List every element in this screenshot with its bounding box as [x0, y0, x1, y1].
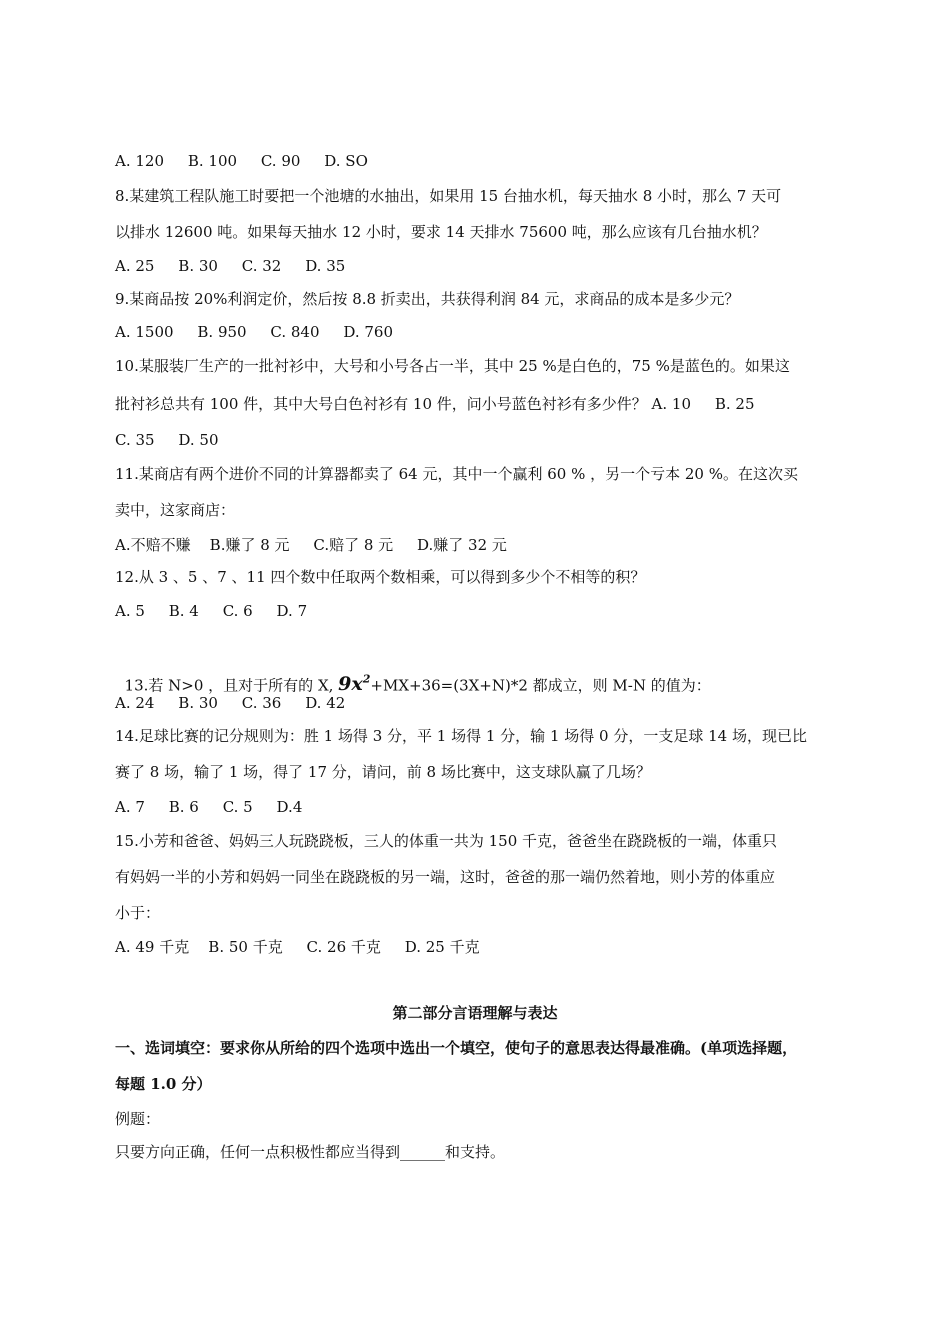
- q12-options: A. 5 B. 4 C. 6 D. 7: [115, 602, 308, 620]
- q14-options: A. 7 B. 6 C. 5 D.4: [115, 798, 303, 816]
- q15-options: A. 49 千克 B. 50 千克 C. 26 千克 D. 25 千克: [115, 938, 480, 956]
- q10-options-cont: C. 35 D. 50: [115, 431, 219, 449]
- q7-options: A. 120 B. 100 C. 90 D. SO: [115, 152, 368, 170]
- q8-text-line-2: 以排水 12600 吨。如果每天抽水 12 小时，要求 14 天排水 75600 吨，那么应该有几台抽水机？: [115, 223, 767, 241]
- q15-text-line-3: 小于：: [115, 904, 161, 922]
- q11-text-line-2: 卖中，这家商店：: [115, 501, 236, 519]
- q15-text-line-1: 15.小芳和爸爸、妈妈三人玩跷跷板，三人的体重一共为 150 千克，爸爸坐在跷跷板的一端，体重只: [115, 832, 778, 850]
- example-sentence: 只要方向正确，任何一点积极性都应当得到______和支持。: [115, 1143, 506, 1161]
- q8-text-line-1: 8.某建筑工程队施工时要把一个池塘的水抽出，如果用 15 台抽水机，每天抽水 8 小时，那么 7 天可: [115, 187, 782, 205]
- q10-text-line-2: 批衬衫总共有 100 件，其中大号白色衬衫有 10 件，问小号蓝色衬衫有多少件？ A. 10 B. 25: [115, 395, 755, 413]
- section-title: 第二部分言语理解与表达: [392, 1004, 558, 1022]
- q11-options: A.不赔不赚 B.赚了 8 元 C.赔了 8 元 D.赚了 32 元: [115, 536, 507, 554]
- q14-text-line-1: 14.足球比赛的记分规则为：胜 1 场得 3 分，平 1 场得 1 分，输 1 场得 0 分，一支足球 14 场，现已比: [115, 727, 807, 745]
- q12-text: 12.从 3 、5 、7 、11 四个数中任取两个数相乘，可以得到多少个不相等的积？: [115, 568, 646, 586]
- section-instruction-line-1: 一、选词填空：要求你从所给的四个选项中选出一个填空，使句子的意思表达得最准确。(单项选择题，: [115, 1039, 798, 1057]
- q13-formula-exp: 2: [362, 673, 371, 686]
- q15-text-line-2: 有妈妈一半的小芳和妈妈一同坐在跷跷板的另一端，这时，爸爸的那一端仍然着地，则小芳的体重应: [115, 868, 776, 886]
- q9-options: A. 1500 B. 950 C. 840 D. 760: [115, 323, 394, 341]
- q11-text-line-1: 11.某商店有两个进价不同的计算器都卖了 64 元，其中一个赢利 60 % ，另一个亏本 20 %。在这次买: [115, 465, 799, 483]
- q13-options: A. 24 B. 30 C. 36 D. 42: [115, 694, 346, 712]
- q13-text-after: +MX+36=(3X+N)*2 都成立，则 M-N 的值为：: [370, 676, 711, 695]
- q10-text-line-1: 10.某服装厂生产的一批衬衫中，大号和小号各占一半，其中 25 %是白色的，75 %是蓝色的。如果这: [115, 357, 790, 375]
- q13-text-before: 13.若 N>0 ，且对于所有的 X,: [124, 676, 339, 695]
- q9-text: 9.某商品按 20%利润定价，然后按 8.8 折卖出，共获得利润 84 元，求商品的成本是多少元？: [115, 290, 740, 308]
- example-label: 例题：: [115, 1110, 161, 1128]
- q14-text-line-2: 赛了 8 场，输了 1 场，得了 17 分，请问，前 8 场比赛中，这支球队赢了几场？: [115, 763, 651, 781]
- q13-text: [115, 650, 711, 695]
- q8-options: A. 25 B. 30 C. 32 D. 35: [115, 257, 346, 275]
- q13-formula-base: 9x: [338, 673, 363, 696]
- section-instruction-line-2: 每题 1.0 分）: [115, 1075, 212, 1093]
